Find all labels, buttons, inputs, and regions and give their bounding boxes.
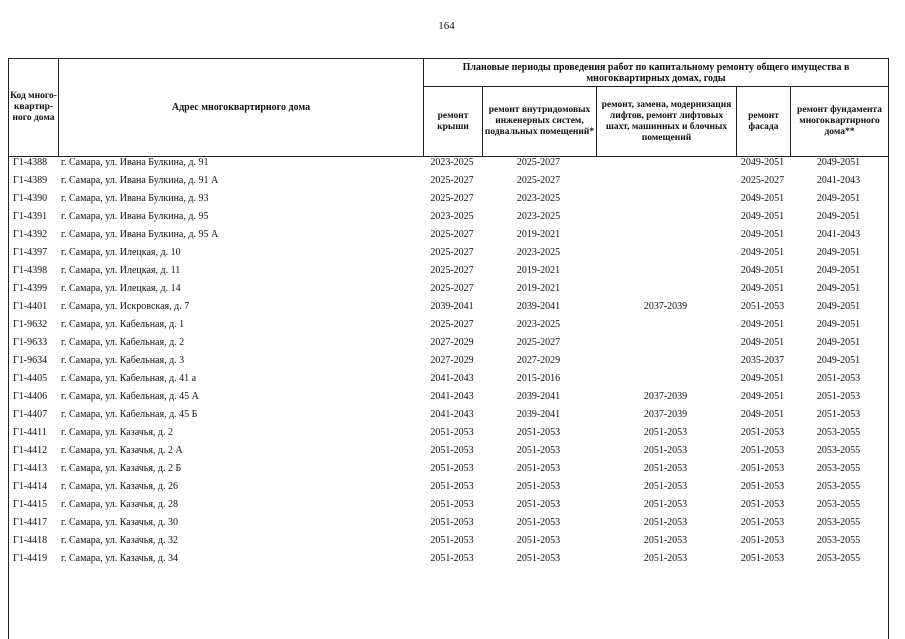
- cell-engineering: 2025-2027: [516, 157, 561, 168]
- cell-address: г. Самара, ул. Казачья, д. 32: [61, 535, 179, 546]
- cell-roof: 2051-2053: [430, 553, 474, 564]
- cell-facade: 2035-2037: [740, 355, 785, 366]
- header-engineering: ремонт внутридомовых инженерных систем, подвальных помещений*: [484, 105, 595, 137]
- table-row: [8, 496, 889, 514]
- cell-code: Г1-4398: [13, 265, 48, 276]
- cell-facade: 2049-2051: [740, 229, 785, 240]
- cell-engineering: 2051-2053: [516, 427, 561, 438]
- cell-address: г. Самара, ул. Илецкая, д. 10: [61, 247, 181, 258]
- cell-engineering: 2051-2053: [516, 553, 561, 564]
- table-row: [8, 208, 889, 226]
- cell-facade: 2051-2053: [740, 427, 785, 438]
- cell-engineering: 2039-2041: [516, 301, 561, 312]
- cell-elevators: 2051-2053: [643, 553, 688, 564]
- cell-roof: 2025-2027: [430, 247, 474, 258]
- cell-roof: 2051-2053: [430, 517, 474, 528]
- cell-roof: 2025-2027: [430, 229, 474, 240]
- cell-address: г. Самара, ул. Ивана Булкина, д. 91 А: [61, 175, 219, 186]
- cell-roof: 2051-2053: [430, 427, 474, 438]
- cell-engineering: 2051-2053: [516, 499, 561, 510]
- header-code: Код много-квартир-ного дома: [10, 91, 57, 123]
- cell-foundation: 2053-2055: [816, 535, 861, 546]
- cell-foundation: 2049-2051: [816, 355, 861, 366]
- cell-engineering: 2051-2053: [516, 445, 561, 456]
- table-row: [8, 424, 889, 442]
- table-row: [8, 442, 889, 460]
- cell-facade: 2051-2053: [740, 481, 785, 492]
- cell-engineering: 2023-2025: [516, 319, 561, 330]
- cell-foundation: 2053-2055: [816, 553, 861, 564]
- cell-facade: 2049-2051: [740, 391, 785, 402]
- table-row: [8, 262, 889, 280]
- table-row: [8, 244, 889, 262]
- cell-code: Г1-4407: [13, 409, 48, 420]
- cell-address: г. Самара, ул. Ивана Булкина, д. 91: [61, 157, 209, 168]
- cell-engineering: 2023-2025: [516, 247, 561, 258]
- cell-code: Г1-4412: [13, 445, 48, 456]
- cell-address: г. Самара, ул. Казачья, д. 34: [61, 553, 179, 564]
- cell-engineering: 2023-2025: [516, 193, 561, 204]
- cell-engineering: 2019-2021: [516, 283, 561, 294]
- cell-facade: 2049-2051: [740, 283, 785, 294]
- cell-facade: 2049-2051: [740, 337, 785, 348]
- table-row: [8, 370, 889, 388]
- cell-address: г. Самара, ул. Кабельная, д. 1: [61, 319, 185, 330]
- cell-code: Г1-4414: [13, 481, 48, 492]
- cell-foundation: 2049-2051: [816, 337, 861, 348]
- table-row: [8, 388, 889, 406]
- cell-roof: 2025-2027: [430, 319, 474, 330]
- cell-roof: 2027-2029: [430, 355, 474, 366]
- cell-roof: 2041-2043: [430, 373, 474, 384]
- cell-elevators: 2037-2039: [643, 409, 688, 420]
- cell-engineering: 2019-2021: [516, 265, 561, 276]
- cell-facade: 2049-2051: [740, 265, 785, 276]
- cell-address: г. Самара, ул. Ивана Булкина, д. 95 А: [61, 229, 219, 240]
- cell-roof: 2025-2027: [430, 175, 474, 186]
- table-row: [8, 532, 889, 550]
- cell-address: г. Самара, ул. Илецкая, д. 14: [61, 283, 181, 294]
- cell-roof: 2051-2053: [430, 445, 474, 456]
- cell-engineering: 2025-2027: [516, 175, 561, 186]
- cell-engineering: 2015-2016: [516, 373, 561, 384]
- cell-facade: 2051-2053: [740, 445, 785, 456]
- cell-code: Г1-4417: [13, 517, 48, 528]
- table-row: [8, 172, 889, 190]
- table-row: [8, 298, 889, 316]
- cell-foundation: 2049-2051: [816, 247, 861, 258]
- cell-facade: 2049-2051: [740, 157, 785, 168]
- cell-engineering: 2025-2027: [516, 337, 561, 348]
- cell-code: Г1-4405: [13, 373, 48, 384]
- cell-foundation: 2053-2055: [816, 517, 861, 528]
- cell-code: Г1-4391: [13, 211, 48, 222]
- cell-code: Г1-4415: [13, 499, 48, 510]
- cell-elevators: 2037-2039: [643, 301, 688, 312]
- cell-foundation: 2049-2051: [816, 319, 861, 330]
- cell-foundation: 2041-2043: [816, 175, 861, 186]
- table-row: [8, 550, 889, 568]
- cell-roof: 2025-2027: [430, 283, 474, 294]
- header-foundation: ремонт фундамента многоквартирного дома**: [797, 105, 882, 137]
- cell-address: г. Самара, ул. Искровская, д. 7: [61, 301, 190, 312]
- cell-code: Г1-4419: [13, 553, 48, 564]
- cell-address: г. Самара, ул. Кабельная, д. 3: [61, 355, 185, 366]
- table-row: [8, 316, 889, 334]
- cell-facade: 2025-2027: [740, 175, 785, 186]
- cell-code: Г1-4388: [13, 157, 48, 168]
- cell-code: Г1-4418: [13, 535, 48, 546]
- cell-roof: 2023-2025: [430, 211, 474, 222]
- cell-facade: 2049-2051: [740, 211, 785, 222]
- header-elevators: ремонт, замена, модернизация лифтов, ремонт лифтовых шахт, машинных и блочных помещений: [601, 99, 732, 143]
- header-facade: ремонт фасада: [748, 110, 779, 132]
- cell-code: Г1-9632: [13, 319, 48, 330]
- cell-roof: 2051-2053: [430, 463, 474, 474]
- cell-roof: 2041-2043: [430, 391, 474, 402]
- cell-address: г. Самара, ул. Кабельная, д. 2: [61, 337, 185, 348]
- cell-code: Г1-4413: [13, 463, 48, 474]
- cell-code: Г1-4399: [13, 283, 48, 294]
- header-roof: ремонт крыши: [437, 110, 469, 132]
- cell-elevators: 2051-2053: [643, 481, 688, 492]
- cell-engineering: 2051-2053: [516, 517, 561, 528]
- cell-roof: 2039-2041: [430, 301, 474, 312]
- table-row: [8, 406, 889, 424]
- cell-roof: 2023-2025: [430, 157, 474, 168]
- cell-code: Г1-9634: [13, 355, 48, 366]
- cell-foundation: 2053-2055: [816, 481, 861, 492]
- cell-roof: 2051-2053: [430, 481, 474, 492]
- cell-facade: 2051-2053: [740, 499, 785, 510]
- table-row: [8, 226, 889, 244]
- cell-elevators: 2051-2053: [643, 463, 688, 474]
- cell-elevators: 2051-2053: [643, 535, 688, 546]
- cell-elevators: 2051-2053: [643, 499, 688, 510]
- cell-address: г. Самара, ул. Казачья, д. 2: [61, 427, 174, 438]
- cell-roof: 2027-2029: [430, 337, 474, 348]
- cell-address: г. Самара, ул. Казачья, д. 2 Б: [61, 463, 182, 474]
- cell-address: г. Самара, ул. Кабельная, д. 41 а: [61, 373, 197, 384]
- cell-address: г. Самара, ул. Ивана Булкина, д. 95: [61, 211, 209, 222]
- cell-code: Г1-4392: [13, 229, 48, 240]
- cell-foundation: 2049-2051: [816, 193, 861, 204]
- cell-engineering: 2051-2053: [516, 463, 561, 474]
- cell-address: г. Самара, ул. Казачья, д. 30: [61, 517, 179, 528]
- cell-address: г. Самара, ул. Казачья, д. 26: [61, 481, 179, 492]
- cell-facade: 2051-2053: [740, 553, 785, 564]
- cell-foundation: 2053-2055: [816, 445, 861, 456]
- cell-foundation: 2041-2043: [816, 229, 861, 240]
- cell-roof: 2025-2027: [430, 193, 474, 204]
- cell-foundation: 2053-2055: [816, 463, 861, 474]
- cell-facade: 2049-2051: [740, 373, 785, 384]
- cell-foundation: 2049-2051: [816, 265, 861, 276]
- cell-facade: 2051-2053: [740, 463, 785, 474]
- cell-elevators: 2051-2053: [643, 427, 688, 438]
- cell-foundation: 2051-2053: [816, 373, 861, 384]
- cell-code: Г1-9633: [13, 337, 48, 348]
- cell-foundation: 2051-2053: [816, 409, 861, 420]
- cell-engineering: 2039-2041: [516, 391, 561, 402]
- cell-engineering: 2051-2053: [516, 481, 561, 492]
- cell-foundation: 2049-2051: [816, 301, 861, 312]
- cell-engineering: 2019-2021: [516, 229, 561, 240]
- cell-address: г. Самара, ул. Илецкая, д. 11: [61, 265, 181, 276]
- cell-address: г. Самара, ул. Казачья, д. 28: [61, 499, 179, 510]
- cell-foundation: 2053-2055: [816, 499, 861, 510]
- table-row: [8, 154, 889, 172]
- cell-code: Г1-4397: [13, 247, 48, 258]
- header-address: Адрес многоквартирного дома: [171, 102, 311, 113]
- cell-elevators: 2037-2039: [643, 391, 688, 402]
- cell-foundation: 2049-2051: [816, 283, 861, 294]
- cell-foundation: 2053-2055: [816, 427, 861, 438]
- cell-engineering: 2023-2025: [516, 211, 561, 222]
- cell-facade: 2051-2053: [740, 535, 785, 546]
- cell-code: Г1-4406: [13, 391, 48, 402]
- table-row: [8, 280, 889, 298]
- cell-foundation: 2051-2053: [816, 391, 861, 402]
- table-row: [8, 514, 889, 532]
- cell-facade: 2049-2051: [740, 193, 785, 204]
- cell-facade: 2049-2051: [740, 247, 785, 258]
- cell-facade: 2051-2053: [740, 301, 785, 312]
- cell-roof: 2051-2053: [430, 535, 474, 546]
- cell-facade: 2051-2053: [740, 517, 785, 528]
- cell-engineering: 2039-2041: [516, 409, 561, 420]
- cell-address: г. Самара, ул. Кабельная, д. 45 Б: [61, 409, 198, 420]
- cell-roof: 2025-2027: [430, 265, 474, 276]
- cell-address: г. Самара, ул. Ивана Булкина, д. 93: [61, 193, 209, 204]
- cell-engineering: 2051-2053: [516, 535, 561, 546]
- cell-roof: 2051-2053: [430, 499, 474, 510]
- cell-code: Г1-4390: [13, 193, 48, 204]
- cell-foundation: 2049-2051: [816, 211, 861, 222]
- header-periods: Плановые периоды проведения работ по капитальному ремонту общего имущества в многоквартирных домах, годы: [462, 61, 850, 84]
- cell-engineering: 2027-2029: [516, 355, 561, 366]
- table-row: [8, 460, 889, 478]
- cell-address: г. Самара, ул. Кабельная, д. 45 А: [61, 391, 199, 402]
- cell-code: Г1-4389: [13, 175, 48, 186]
- cell-roof: 2041-2043: [430, 409, 474, 420]
- table-row: [8, 334, 889, 352]
- cell-code: Г1-4411: [13, 427, 47, 438]
- cell-elevators: 2051-2053: [643, 517, 688, 528]
- cell-elevators: 2051-2053: [643, 445, 688, 456]
- cell-foundation: 2049-2051: [816, 157, 861, 168]
- cell-address: г. Самара, ул. Казачья, д. 2 А: [61, 445, 183, 456]
- table-row: [8, 352, 889, 370]
- cell-code: Г1-4401: [13, 301, 48, 312]
- table-row: [8, 478, 889, 496]
- page-number: 164: [438, 20, 455, 32]
- cell-facade: 2049-2051: [740, 319, 785, 330]
- table-row: [8, 190, 889, 208]
- cell-facade: 2049-2051: [740, 409, 785, 420]
